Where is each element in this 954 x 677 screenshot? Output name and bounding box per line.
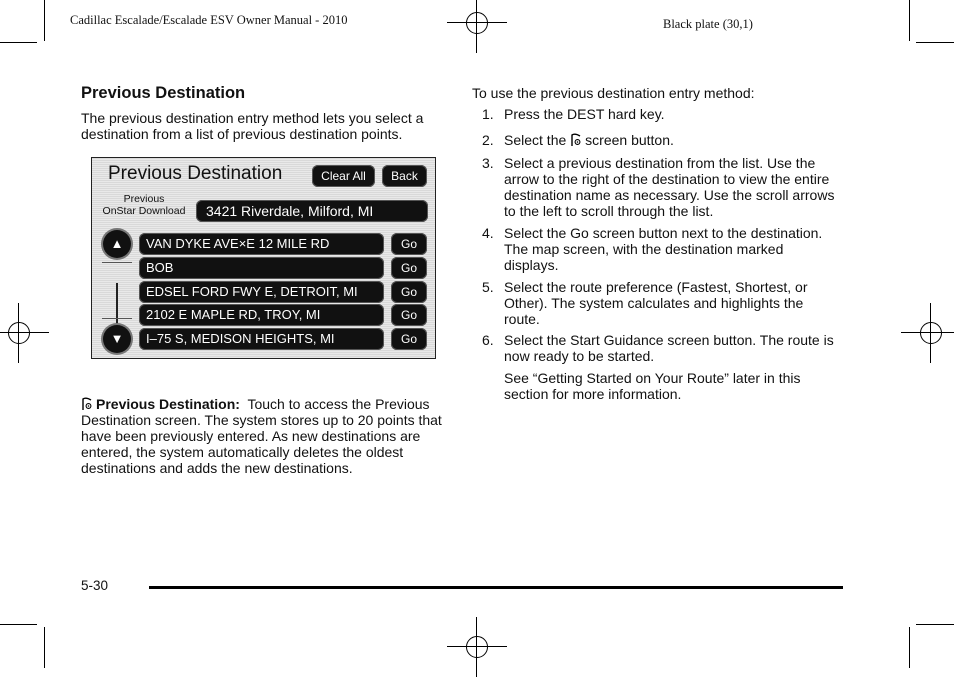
previous-destination-note bbox=[81, 396, 451, 476]
go-button-4[interactable]: Go bbox=[391, 304, 427, 326]
crop-mark bbox=[0, 42, 37, 43]
section-title: Previous Destination bbox=[81, 84, 246, 102]
step-number: 4. bbox=[482, 225, 494, 241]
previous-destination-screen bbox=[91, 157, 436, 359]
header-manual-title: Cadillac Escalade/Escalade ESV Owner Manual - 2010 bbox=[70, 13, 348, 27]
previous-destination-icon bbox=[570, 133, 582, 147]
crop-mark bbox=[44, 0, 45, 41]
crop-mark bbox=[44, 627, 45, 668]
crop-mark bbox=[0, 624, 37, 625]
go-button-3[interactable]: Go bbox=[391, 281, 427, 303]
previous-destination-icon bbox=[81, 397, 93, 411]
step-number: 3. bbox=[482, 155, 494, 171]
source-label-onstar: OnStar Download bbox=[102, 205, 186, 217]
selected-address-field[interactable]: 3421 Riverdale, Milford, MI bbox=[196, 200, 428, 222]
step-number: 2. bbox=[482, 132, 494, 148]
step-text bbox=[504, 132, 839, 148]
destination-entry-4[interactable]: 2102 E MAPLE RD, TROY, MI bbox=[139, 304, 384, 326]
go-button-1[interactable]: Go bbox=[391, 233, 427, 255]
closing-note: See “Getting Started on Your Route” later in this section for more information. bbox=[504, 370, 801, 402]
back-button[interactable]: Back bbox=[382, 165, 427, 187]
steps-lead: To use the previous destination entry method: bbox=[472, 85, 755, 101]
clear-all-button[interactable]: Clear All bbox=[312, 165, 375, 187]
scroll-down-button[interactable] bbox=[103, 325, 131, 353]
step-text-before: Select the bbox=[504, 132, 567, 148]
go-button-2[interactable]: Go bbox=[391, 257, 427, 279]
destination-entry-1[interactable]: VAN DYKE AVE×E 12 MILE RD bbox=[139, 233, 384, 255]
step-text: Select the Go screen button next to the destination. The map screen, with the destination marked displays. bbox=[504, 225, 823, 273]
destination-entry-2[interactable]: BOB bbox=[139, 257, 384, 279]
go-button-5[interactable]: Go bbox=[391, 328, 427, 350]
step-text: Press the DEST hard key. bbox=[504, 106, 665, 122]
scroll-divider bbox=[102, 262, 132, 263]
scroll-down-icon: ▼ bbox=[110, 331, 124, 346]
step-text-after: screen button. bbox=[585, 132, 674, 148]
header-plate-label: Black plate (30,1) bbox=[663, 17, 753, 31]
source-label-previous: Previous bbox=[123, 193, 165, 205]
crop-mark bbox=[916, 42, 954, 43]
step-text: Select the Start Guidance screen button. The route is now ready to be started. bbox=[504, 332, 834, 364]
registration-mark-right bbox=[901, 303, 954, 363]
scroll-divider bbox=[102, 318, 132, 319]
scroll-up-icon: ▲ bbox=[110, 236, 124, 251]
destination-entry-3[interactable]: EDSEL FORD FWY E, DETROIT, MI bbox=[139, 281, 384, 303]
step-number: 1. bbox=[482, 106, 494, 122]
page-number: 5-30 bbox=[81, 578, 109, 593]
footer-rule bbox=[149, 586, 843, 589]
registration-mark-top bbox=[447, 0, 507, 53]
crop-mark bbox=[909, 627, 910, 668]
section-intro: The previous destination entry method lets you select a destination from a list of previous destination points. bbox=[81, 110, 424, 142]
registration-mark-left bbox=[0, 303, 49, 363]
screen-title: Previous Destination bbox=[108, 163, 283, 184]
note-text: Touch to access the Previous Destination screen. The system stores up to 20 points that have been previously entered. As new destinations are entered, the system automatically deletes the oldest destinations and adds the new destinations. bbox=[81, 396, 442, 476]
step-number: 5. bbox=[482, 279, 494, 295]
step-text: Select the route preference (Fastest, Shortest, or Other). The system calculates and highlights the route. bbox=[504, 279, 808, 327]
note-label: Previous Destination: bbox=[96, 396, 240, 412]
step-text: Select a previous destination from the list. Use the arrow to the right of the destination to view the entire destination name as necessary. Use the scroll arrows to the left to scroll through the list. bbox=[504, 155, 835, 219]
crop-mark bbox=[909, 0, 910, 41]
step-number: 6. bbox=[482, 332, 494, 348]
destination-entry-5[interactable]: I–75 S, MEDISON HEIGHTS, MI bbox=[139, 328, 384, 350]
scroll-up-button[interactable] bbox=[103, 230, 131, 258]
registration-mark-bottom bbox=[447, 617, 507, 677]
crop-mark bbox=[916, 624, 954, 625]
